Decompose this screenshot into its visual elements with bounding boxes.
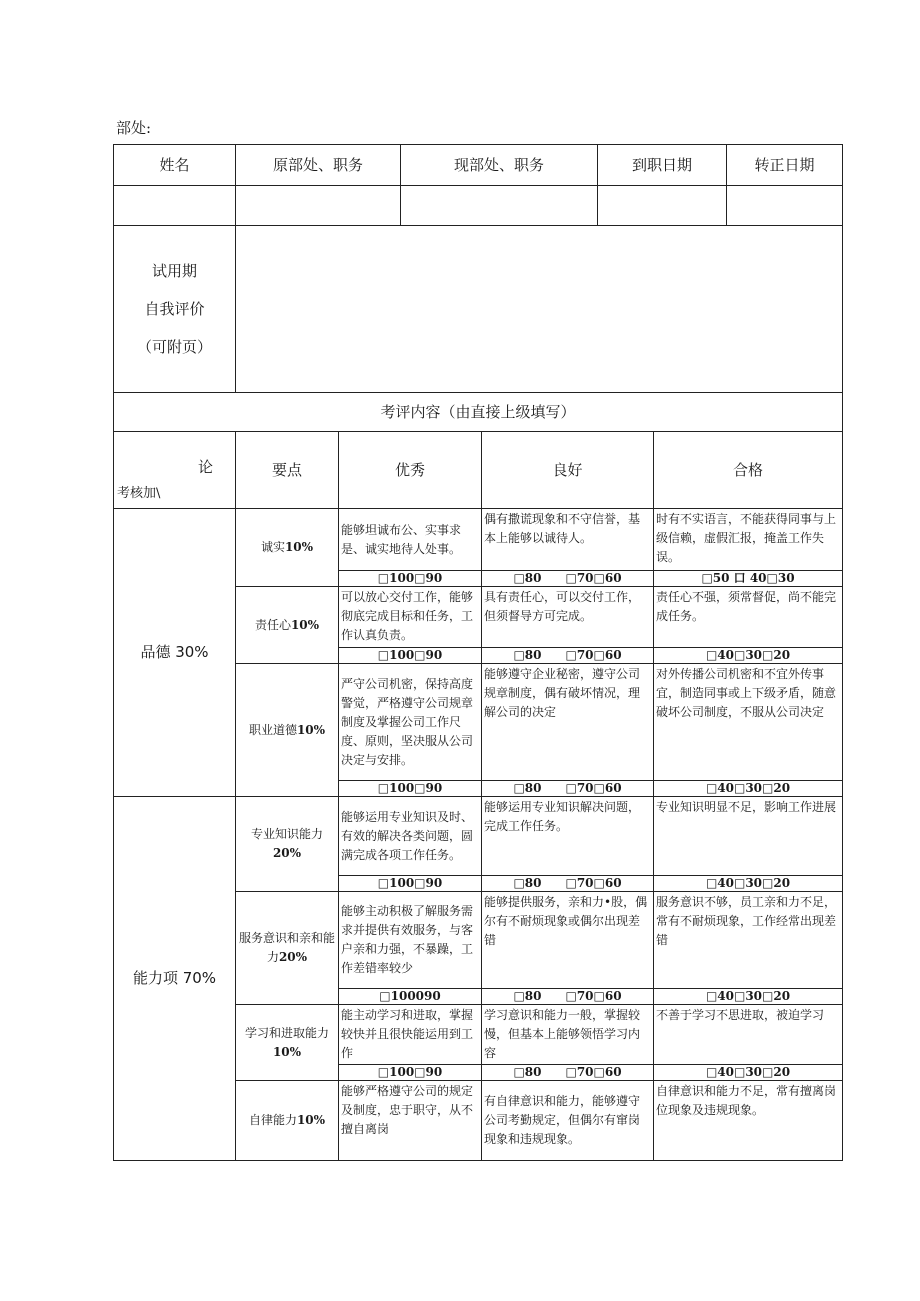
score-options-excellent[interactable]: □100□90 xyxy=(339,648,482,664)
cur-dept-value-cell[interactable] xyxy=(401,186,598,225)
header-name: 姓名 xyxy=(114,145,236,186)
pass-desc: 专业知识明显不足，影响工作进展 xyxy=(654,797,843,876)
col-pass: 合格 xyxy=(654,432,843,509)
score-options-pass[interactable]: □40□30□20 xyxy=(654,648,843,664)
diag-top-label: 论 xyxy=(198,458,214,476)
header-orig-dept: 原部处、职务 xyxy=(236,145,401,185)
criterion-name: 责任心 xyxy=(254,617,291,632)
excellent-desc: 能够运用专业知识及时、有效的解决各类问题，圆满完成各项工作任务。 xyxy=(339,797,482,876)
score-options-good[interactable]: □80 □70□60 xyxy=(482,571,654,587)
confirm-date-value-cell[interactable] xyxy=(727,186,842,225)
good-desc: 有自律意识和能力，能够遵守公司考勤规定，但偶尔有窜岗现象和违规现象。 xyxy=(482,1081,654,1161)
good-desc: 能够运用专业知识解决问题，完成工作任务。 xyxy=(482,797,654,876)
self-eval-label xyxy=(114,226,236,393)
criterion-weight: 10% xyxy=(290,617,320,632)
col-excellent: 优秀 xyxy=(339,432,482,509)
department-label: 部处: xyxy=(116,119,152,137)
criterion-self-discipline xyxy=(236,1081,339,1161)
criterion-weight: 10% xyxy=(284,540,314,554)
criterion-professional-knowledge xyxy=(236,797,339,892)
score-options-excellent[interactable]: □100□90 xyxy=(339,781,482,797)
section-title: 考评内容（由直接上级填写） xyxy=(114,393,843,432)
score-options-excellent[interactable]: □100□90 xyxy=(339,571,482,587)
score-options-pass[interactable]: □50 口 40□30 xyxy=(654,571,843,587)
group-morality: 品德 30% xyxy=(114,509,236,797)
criterion-service-affinity xyxy=(236,892,339,1005)
pass-desc: 时有不实语言，不能获得同事与上级信赖，虚假汇报，掩盖工作失误。 xyxy=(654,509,843,571)
score-options-pass[interactable]: □40□30□20 xyxy=(654,1065,843,1081)
score-options-pass[interactable]: □40□30□20 xyxy=(654,989,843,1005)
score-options-good[interactable]: □80 □70□60 xyxy=(482,1065,654,1081)
criterion-professional-ethics xyxy=(236,664,339,797)
criterion-learning-initiative xyxy=(236,1005,339,1081)
good-desc: 学习意识和能力一般，掌握较慢，但基本上能够领悟学习内容 xyxy=(482,1005,654,1065)
pass-desc: 责任心不强，须常督促，尚不能完成任务。 xyxy=(654,587,843,648)
criterion-weight: 10% xyxy=(296,722,326,737)
good-desc: 能够提供服务，亲和力•股，偶尔有不耐烦现象或偶尔出现差错 xyxy=(482,892,654,989)
excellent-desc: 能够主动积极了解服务需求并提供有效服务，与客户亲和力强，不暴躁，工作差错率较少 xyxy=(339,892,482,989)
good-desc: 能够遵守企业秘密，遵守公司规章制度，偶有破坏情况，理解公司的决定 xyxy=(482,664,654,781)
criterion-weight: 20% xyxy=(278,950,308,964)
excellent-desc: 可以放心交付工作，能够彻底完成目标和任务，工作认真负责。 xyxy=(339,587,482,648)
score-options-excellent[interactable]: □100□90 xyxy=(339,1065,482,1081)
header-cur-dept: 现部处、职务 xyxy=(401,145,598,185)
header-confirm-date: 转正日期 xyxy=(754,156,815,174)
score-options-good[interactable]: □80 □70□60 xyxy=(482,648,654,664)
score-options-excellent[interactable]: □100090 xyxy=(339,989,482,1005)
excellent-desc: 能够坦诚布公、实事求是、诚实地待人处事。 xyxy=(339,509,482,571)
self-eval-line3: （可附页） xyxy=(136,338,212,356)
good-desc: 偶有撒谎现象和不守信誉，基本上能够以诚待人。 xyxy=(482,509,654,571)
excellent-desc: 严守公司机密，保持高度警觉，严格遵守公司规章制度及掌握公司工作尺度、原则，坚决服从公司决定与安排。 xyxy=(339,664,482,781)
criterion-name: 专业知识能力 xyxy=(250,827,323,841)
pass-desc: 服务意识不够，员工亲和力不足，常有不耐烦现象，工作经常出现差错 xyxy=(654,892,843,989)
score-options-pass[interactable]: □40□30□20 xyxy=(654,781,843,797)
criterion-name: 服务意识和亲和能力 xyxy=(238,931,335,964)
self-eval-line1: 试用期 xyxy=(151,262,197,280)
pass-desc: 自律意识和能力不足，常有擅离岗位现象及违规现象。 xyxy=(654,1081,843,1161)
self-eval-line2: 自我评价 xyxy=(144,300,205,318)
excellent-desc: 能主动学习和进取，掌握较快并且很快能运用到工作 xyxy=(339,1005,482,1065)
criterion-weight: 20% xyxy=(272,846,302,860)
score-options-good[interactable]: □80 □70□60 xyxy=(482,781,654,797)
score-options-excellent[interactable]: □100□90 xyxy=(339,876,482,892)
excellent-desc: 能够严格遵守公司的规定及制度，忠于职守，从不擅自离岗 xyxy=(339,1081,482,1161)
header-join-date: 到职日期 xyxy=(598,145,727,185)
col-good: 良好 xyxy=(482,432,654,509)
criterion-name: 自律能力 xyxy=(248,1113,297,1127)
name-value-cell[interactable] xyxy=(114,186,236,226)
criterion-weight: 10% xyxy=(272,1044,302,1059)
join-date-value-cell[interactable] xyxy=(598,186,727,225)
col-points: 要点 xyxy=(236,432,339,509)
score-options-good[interactable]: □80 □70□60 xyxy=(482,989,654,1005)
probation-evaluation-table xyxy=(113,144,843,1161)
criterion-honesty xyxy=(236,509,339,587)
pass-desc: 不善于学习不思进取，被迫学习 xyxy=(654,1005,843,1065)
score-options-good[interactable]: □80 □70□60 xyxy=(482,876,654,892)
good-desc: 具有责任心，可以交付工作，但须督导方可完成。 xyxy=(482,587,654,648)
pass-desc: 对外传播公司机密和不宜外传事宜，制造同事或上下级矛盾，随意破坏公司制度，不服从公司决定 xyxy=(654,664,843,781)
diag-bottom-label: 考核加\ xyxy=(117,486,161,501)
self-eval-content-cell[interactable] xyxy=(236,226,843,393)
orig-dept-value-cell[interactable] xyxy=(236,186,401,225)
criterion-name: 职业道德 xyxy=(248,722,297,737)
group-ability: 能力项 70% xyxy=(114,797,236,1161)
diagonal-header-cell xyxy=(114,432,236,509)
criterion-responsibility xyxy=(236,587,339,664)
score-options-pass[interactable]: □40□30□20 xyxy=(654,876,843,892)
criterion-weight: 10% xyxy=(296,1113,326,1127)
criterion-name: 诚实 xyxy=(260,540,285,554)
criterion-name: 学习和进取能力 xyxy=(244,1025,329,1040)
